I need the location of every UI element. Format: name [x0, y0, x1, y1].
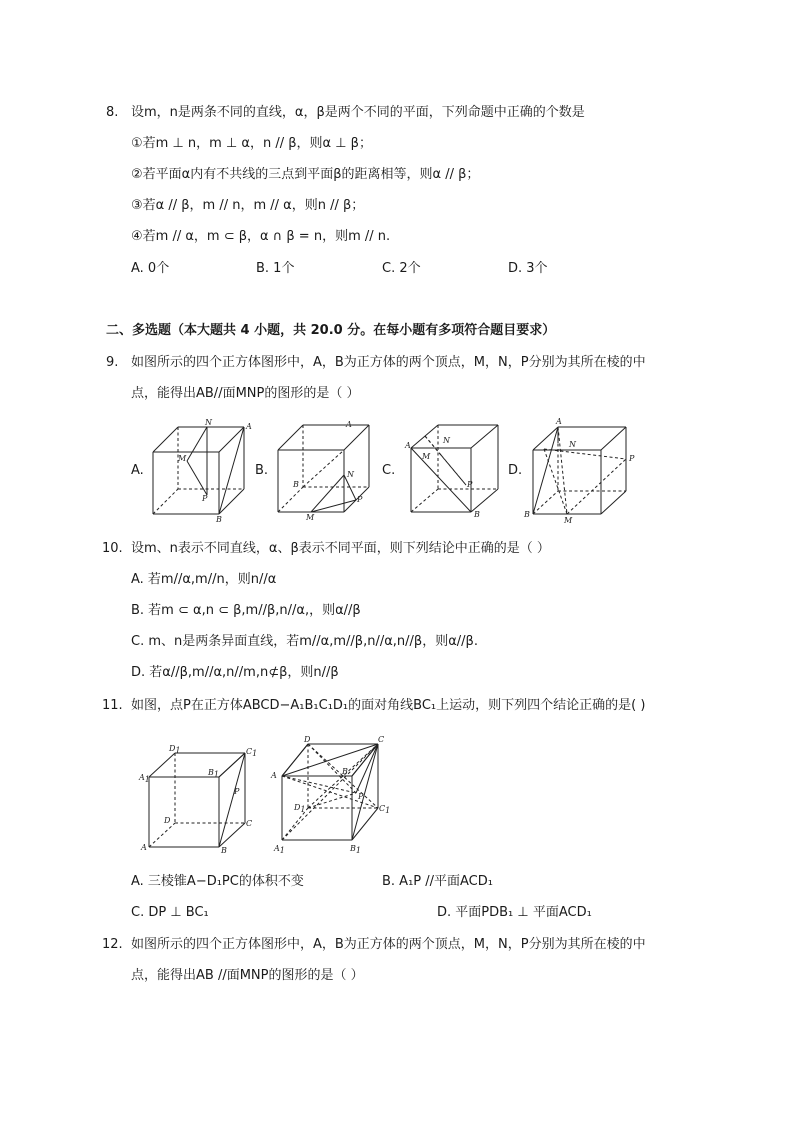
q8-option-a[interactable]: A. 0个 — [131, 261, 170, 276]
q8-option-c[interactable]: C. 2个 — [382, 261, 421, 276]
label-d: D — [304, 735, 311, 744]
q8-option-b[interactable]: B. 1个 — [256, 261, 295, 276]
label-b1: B1 — [350, 844, 361, 855]
q10-option-b[interactable]: B. 若m ⊂ α,n ⊂ β,m//β,n//α,，则α//β — [131, 603, 361, 618]
label-m: M — [178, 454, 187, 463]
label-p: P — [629, 454, 635, 463]
label-p: P — [358, 792, 364, 801]
label-a: A — [346, 420, 352, 429]
label-a: A — [271, 771, 277, 780]
label-n: N — [569, 440, 576, 449]
label-b: B — [293, 480, 299, 489]
q11-number: 11. — [102, 698, 123, 713]
q10-number: 10. — [102, 541, 123, 556]
q9-stem-line2: 点，能得出AB//面MNP的图形的是（ ） — [131, 386, 360, 401]
label-c1: C1 — [246, 747, 258, 758]
label-d1: D1 — [294, 803, 306, 814]
label-c: C — [378, 735, 385, 744]
section-title-multiple-choice: 二、多选题（本大题共 4 小题，共 20.0 分。在每小题有多项符合题目要求） — [106, 323, 556, 338]
q11-option-a[interactable]: A. 三棱锥A−D₁PC的体积不变 — [131, 874, 304, 889]
label-b: B — [221, 846, 227, 855]
q10-option-d[interactable]: D. 若α//β,m//α,n//m,n⊄β，则n//β — [131, 665, 339, 680]
label-m: M — [564, 516, 573, 525]
label-a1: A1 — [274, 844, 285, 855]
q9-cube-figure-a — [150, 415, 255, 525]
q11-cube-figure-right — [268, 733, 398, 855]
label-m: M — [306, 513, 315, 522]
label-p: P — [467, 480, 473, 489]
label-c1: C1 — [379, 804, 391, 815]
q8-statement-2: ②若平面α内有不共线的三点到平面β的距离相等，则α // β； — [131, 167, 480, 182]
label-c: C — [246, 819, 253, 828]
q9-figure-a-label[interactable]: A. — [131, 463, 144, 478]
q8-statement-1: ①若m ⊥ n，m ⊥ α，n // β，则α ⊥ β； — [131, 136, 372, 151]
label-n: N — [205, 418, 212, 427]
q10-option-a[interactable]: A. 若m//α,m//n，则n//α — [131, 572, 277, 587]
label-n: N — [443, 436, 450, 445]
q11-option-d[interactable]: D. 平面PDB₁ ⊥ 平面ACD₁ — [437, 905, 592, 920]
label-n: N — [347, 470, 354, 479]
label-b1: B1 — [208, 768, 219, 779]
label-d: D — [164, 816, 171, 825]
label-d1: D1 — [169, 744, 181, 755]
label-m: M — [422, 452, 431, 461]
label-a: A — [141, 843, 147, 852]
label-a: A — [405, 441, 411, 450]
label-a: A — [246, 422, 252, 431]
q9-cube-figure-b — [275, 415, 380, 525]
q8-stem: 设m，n是两条不同的直线，α，β是两个不同的平面，下列命题中正确的个数是 — [131, 105, 585, 120]
q8-statement-3: ③若α // β，m // n，m // α，则n // β； — [131, 198, 365, 213]
label-p: P — [357, 495, 363, 504]
q10-option-c[interactable]: C. m、n是两条异面直线，若m//α,m//β,n//α,n//β，则α//β. — [131, 634, 478, 649]
q9-stem-line1: 如图所示的四个正方体图形中，A，B为正方体的两个顶点，M，N，P分别为其所在棱的中 — [131, 355, 646, 370]
label-a1: A1 — [139, 773, 150, 784]
q8-number: 8. — [106, 105, 119, 120]
q9-number: 9. — [106, 355, 119, 370]
q9-cube-figure-c — [405, 415, 510, 525]
q12-number: 12. — [102, 937, 123, 952]
label-b: B — [216, 515, 222, 524]
q9-figure-b-label[interactable]: B. — [255, 463, 269, 478]
label-p: P — [234, 787, 240, 796]
q12-stem-line1: 如图所示的四个正方体图形中，A，B为正方体的两个顶点，M，N，P分别为其所在棱的中 — [131, 937, 646, 952]
q11-stem: 如图，点P在正方体ABCD−A₁B₁C₁D₁的面对角线BC₁上运动，则下列四个结论正确的是( ) — [131, 698, 646, 713]
q9-cube-figure-d — [524, 415, 640, 525]
q11-option-c[interactable]: C. DP ⊥ BC₁ — [131, 905, 209, 920]
q9-figure-c-label[interactable]: C. — [382, 463, 396, 478]
q8-statement-4: ④若m // α，m ⊂ β，α ∩ β = n，则m // n. — [131, 229, 391, 244]
label-a: A — [556, 417, 562, 426]
label-b: B — [524, 510, 530, 519]
q9-figure-d-label[interactable]: D. — [508, 463, 523, 478]
q10-stem: 设m、n表示不同直线，α、β表示不同平面，则下列结论中正确的是（ ） — [131, 541, 550, 556]
label-p: P — [202, 494, 208, 503]
q8-option-d[interactable]: D. 3个 — [508, 261, 548, 276]
q12-stem-line2: 点，能得出AB //面MNP的图形的是（ ） — [131, 968, 364, 983]
label-b: B — [342, 767, 348, 776]
q11-cube-figure-left — [138, 740, 258, 855]
label-b: B — [474, 510, 480, 519]
q11-option-b[interactable]: B. A₁P //平面ACD₁ — [382, 874, 493, 889]
